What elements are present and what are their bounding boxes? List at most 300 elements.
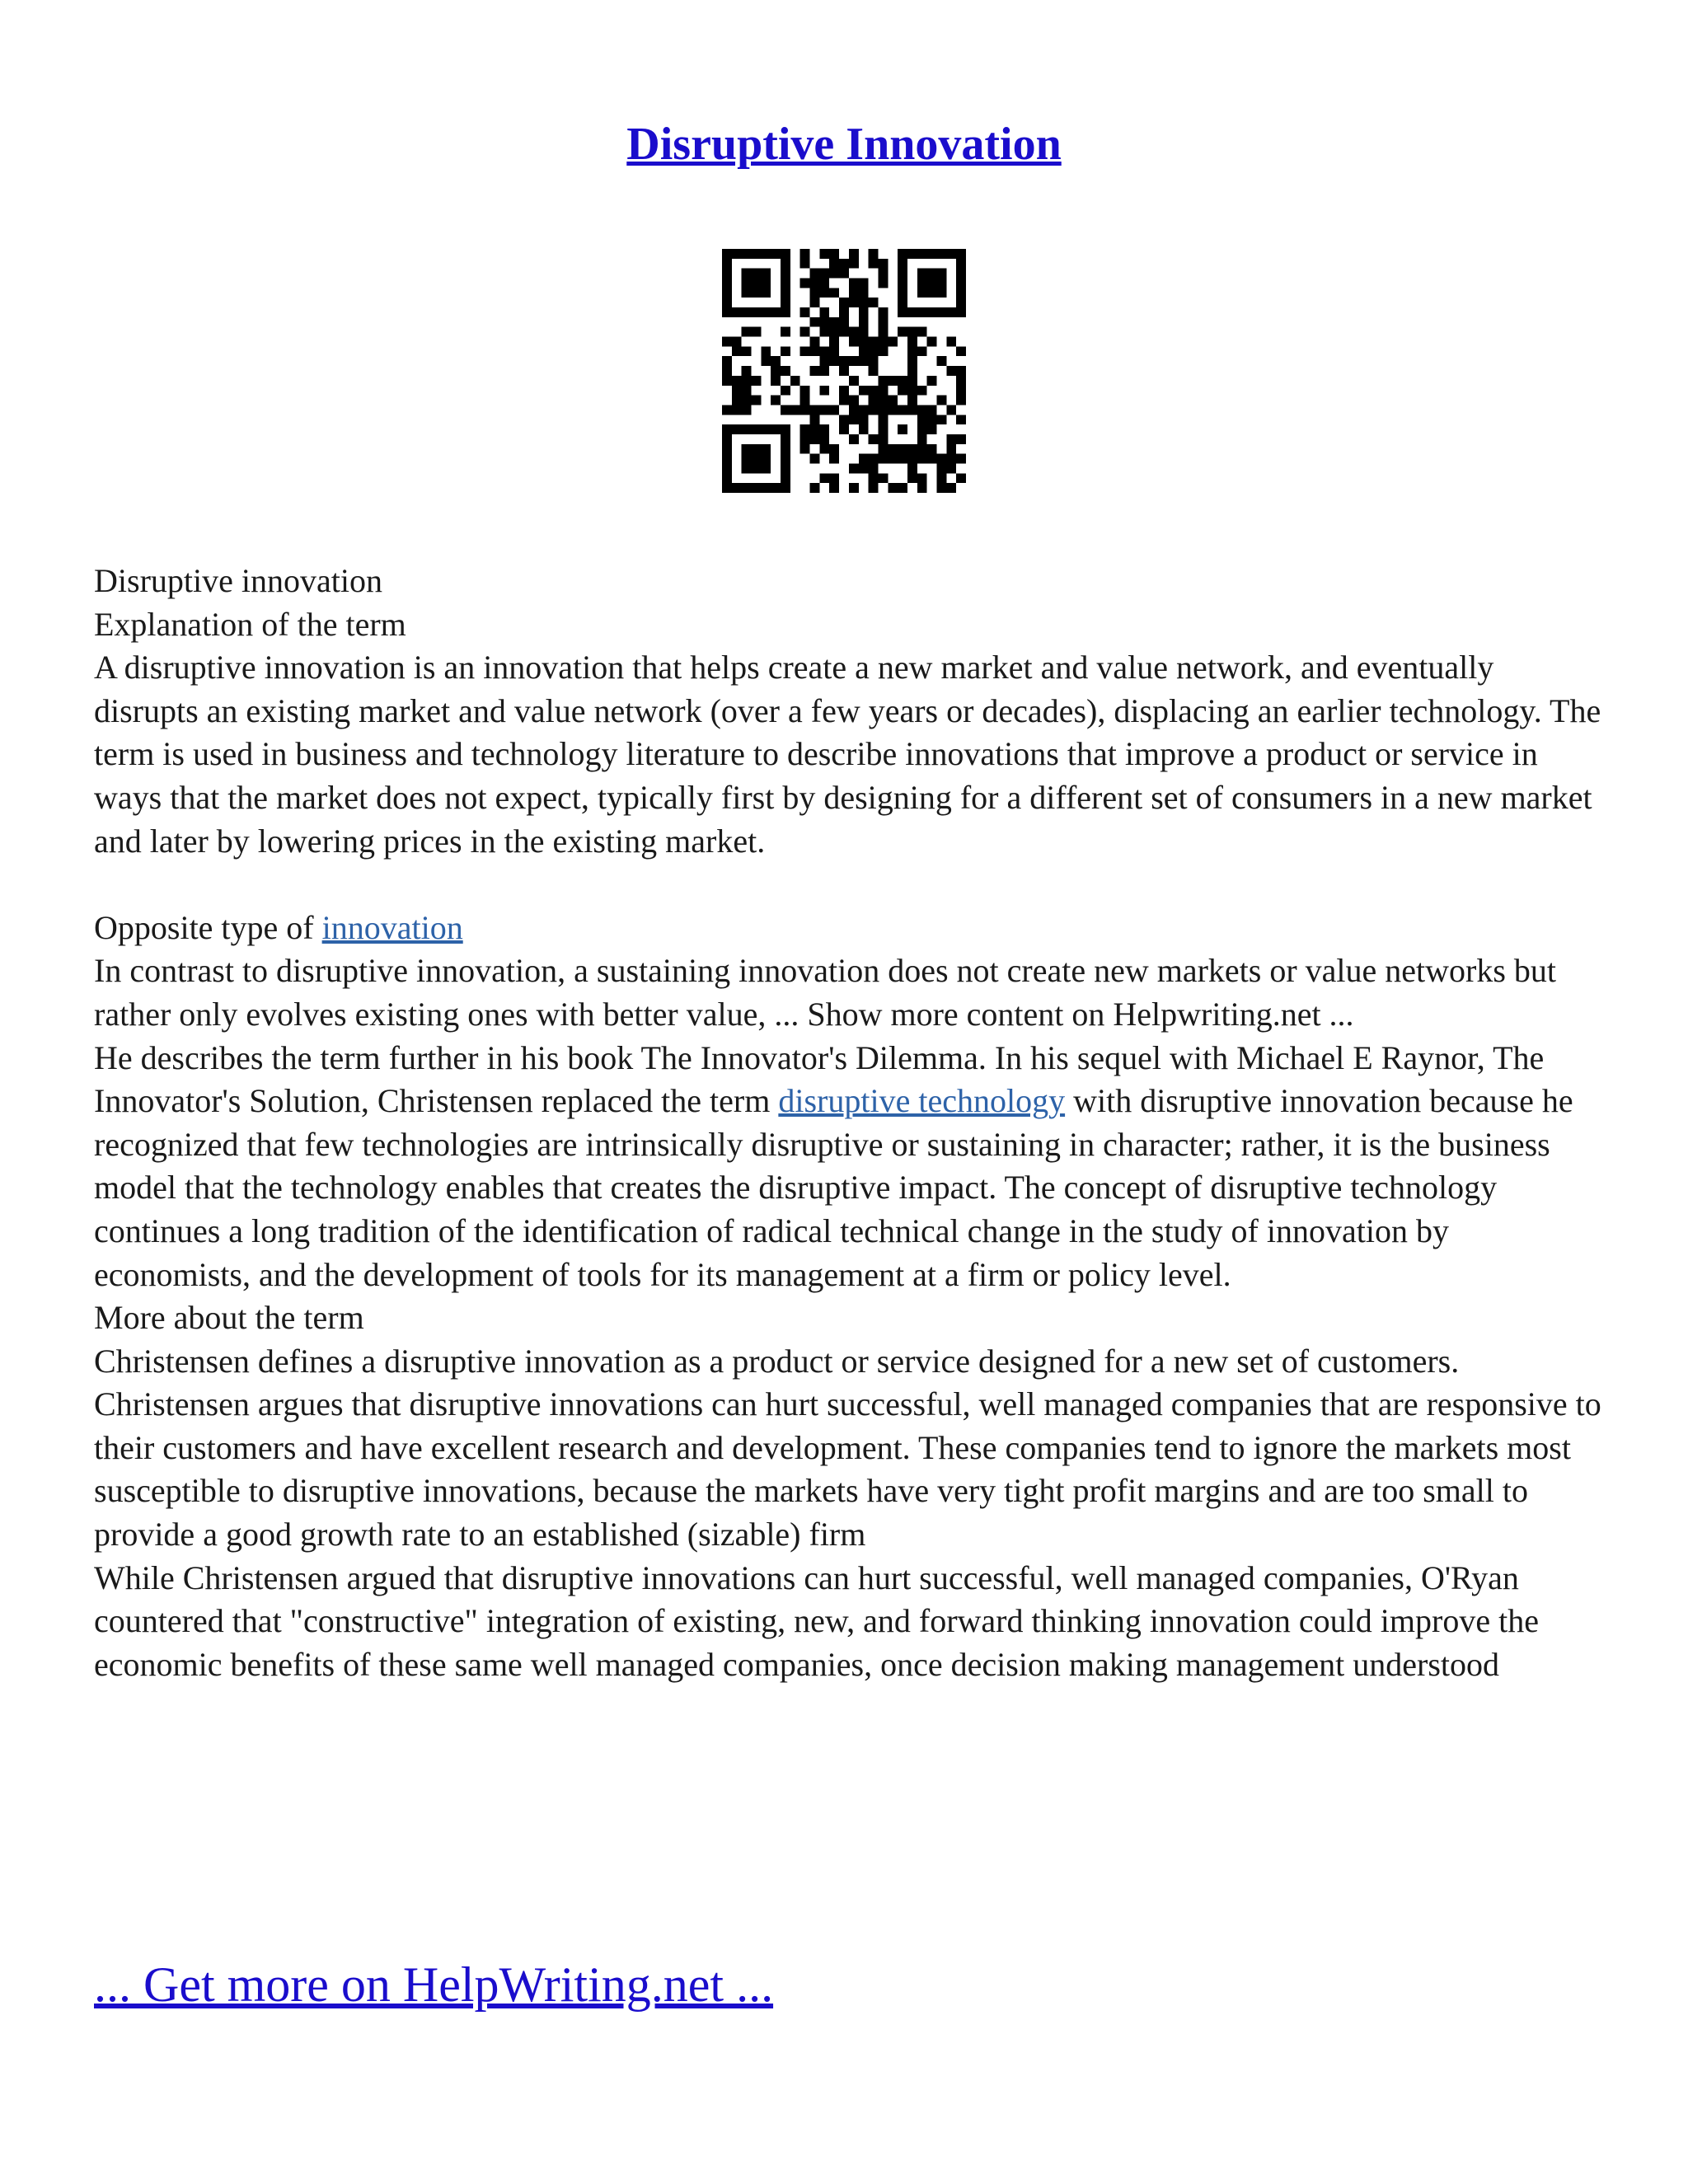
qr-module (742, 463, 752, 473)
qr-module (956, 473, 966, 483)
qr-module (849, 434, 859, 444)
qr-module (839, 317, 849, 327)
qr-module (810, 346, 820, 356)
qr-module (800, 386, 810, 396)
qr-module (742, 269, 752, 279)
qr-module (742, 444, 752, 454)
qr-module (829, 473, 839, 483)
qr-module (781, 249, 790, 259)
qr-module (722, 444, 732, 454)
qr-module (888, 483, 898, 493)
qr-module (810, 415, 820, 424)
qr-module (732, 376, 742, 386)
qr-module (956, 279, 966, 288)
qr-module (898, 269, 907, 279)
qr-module (819, 366, 829, 376)
qr-module (936, 269, 946, 279)
qr-module (849, 259, 859, 269)
qr-module (771, 376, 781, 386)
qr-module (956, 396, 966, 405)
qr-module (761, 444, 771, 454)
qr-module (878, 327, 888, 337)
title-link[interactable]: Disruptive Innovation (626, 119, 1062, 170)
contrast-paragraph: In contrast to disruptive innovation, a sustaining innovation does not create new markets or value networks but rather only evolves existing ones with better value, ... Show more content on Helpwriting.net ... (94, 952, 1557, 1033)
qr-module (829, 249, 839, 259)
opposite-type-line (94, 907, 1602, 950)
qr-module (907, 396, 917, 405)
qr-module (819, 288, 829, 298)
qr-module (869, 366, 879, 376)
qr-module (859, 415, 869, 424)
qr-module (917, 327, 927, 337)
qr-module (771, 396, 781, 405)
qr-module (722, 405, 732, 415)
qr-module (849, 483, 859, 493)
qr-module (878, 415, 888, 424)
qr-module (859, 386, 869, 396)
qr-module (742, 249, 752, 259)
section-subheading: Explanation of the term (94, 605, 406, 643)
qr-module (956, 454, 966, 464)
qr-module (771, 424, 781, 434)
qr-module (819, 346, 829, 356)
qr-module (878, 269, 888, 279)
qr-module (752, 327, 762, 337)
qr-module (829, 405, 839, 415)
innovation-link[interactable]: innovation (321, 908, 463, 946)
qr-module (732, 386, 742, 396)
qr-module (819, 269, 829, 279)
qr-module (898, 279, 907, 288)
qr-module (927, 424, 937, 434)
qr-module (878, 317, 888, 327)
qr-module (898, 307, 907, 317)
qr-module (781, 288, 790, 298)
more-heading: More about the term (94, 1299, 364, 1337)
qr-module (917, 415, 927, 424)
qr-module (956, 288, 966, 298)
qr-module (800, 434, 810, 444)
qr-module (800, 327, 810, 337)
qr-module (810, 317, 820, 327)
qr-module (752, 454, 762, 464)
qr-module (849, 376, 859, 386)
qr-module (810, 279, 820, 288)
qr-module (869, 337, 879, 347)
qr-module (898, 424, 907, 434)
qr-module (781, 307, 790, 317)
qr-module (800, 405, 810, 415)
qr-module (771, 366, 781, 376)
qr-module (742, 346, 752, 356)
qr-module (849, 279, 859, 288)
qr-module (752, 463, 762, 473)
qr-module (849, 463, 859, 473)
qr-module (722, 454, 732, 464)
qr-module (869, 405, 879, 415)
qr-module (829, 483, 839, 493)
qr-module (927, 307, 937, 317)
qr-module (849, 288, 859, 298)
qr-module (722, 356, 732, 366)
qr-module (888, 444, 898, 454)
qr-module (781, 366, 790, 376)
qr-module (878, 376, 888, 386)
qr-module (800, 307, 810, 317)
qr-module (781, 424, 790, 434)
qr-module (752, 444, 762, 454)
qr-module (810, 269, 820, 279)
qr-module (936, 396, 946, 405)
qr-module (742, 307, 752, 317)
qr-module (898, 327, 907, 337)
qr-module (917, 386, 927, 396)
qr-module (742, 327, 752, 337)
qr-module (869, 259, 879, 269)
qr-module (761, 249, 771, 259)
qr-module (829, 454, 839, 464)
qr-module (859, 327, 869, 337)
get-more-link[interactable]: ... Get more on HelpWriting.net ... (94, 1957, 774, 2012)
qr-module (907, 249, 917, 259)
qr-module (917, 444, 927, 454)
qr-module (790, 405, 800, 415)
qr-module (849, 396, 859, 405)
book-text-before: He describes the term further in his book The Innovator's Dilemma. In his sequel with Michael E Raynor, The Innovator's Solution, Christensen replaced the term (94, 1038, 1545, 1120)
qr-module (800, 346, 810, 356)
qr-module (781, 444, 790, 454)
qr-module (917, 346, 927, 356)
qr-module (878, 434, 888, 444)
qr-module (819, 249, 829, 259)
qr-module (917, 279, 927, 288)
qr-module (907, 386, 917, 396)
qr-module (946, 444, 956, 454)
qr-module (810, 298, 820, 307)
qr-module (752, 307, 762, 317)
qr-module (936, 483, 946, 493)
qr-module (927, 288, 937, 298)
qr-module (898, 454, 907, 464)
qr-module (752, 288, 762, 298)
qr-module (829, 327, 839, 337)
qr-module (927, 454, 937, 464)
qr-module (829, 269, 839, 279)
qr-module (927, 405, 937, 415)
qr-module (810, 454, 820, 464)
qr-module (907, 327, 917, 337)
qr-module (742, 396, 752, 405)
qr-module (722, 298, 732, 307)
qr-module (800, 396, 810, 405)
qr-module (810, 288, 820, 298)
qr-module (898, 288, 907, 298)
qr-module (898, 259, 907, 269)
book-text-after: with disruptive innovation because he recognized that few technologies are intrinsically disruptive or sustaining in character; rather, it is the business model that the technology enables that creates the disruptive impact. The concept of disruptive technology continues a long tradition of the identification of radical technical change in the study of innovation by economists, and the development of tools for its management at a firm or policy level. (94, 1082, 1573, 1293)
qr-module (800, 444, 810, 454)
qr-module (761, 346, 771, 356)
qr-module (907, 444, 917, 454)
qr-module (819, 356, 829, 366)
qr-module (849, 405, 859, 415)
qr-module (859, 405, 869, 415)
qr-module (878, 454, 888, 464)
qr-module (888, 376, 898, 386)
qr-module (742, 376, 752, 386)
qr-module (722, 483, 732, 493)
qr-module (917, 473, 927, 483)
qr-module (927, 337, 937, 347)
qr-module (722, 366, 732, 376)
qr-module (732, 307, 742, 317)
qr-module (878, 386, 888, 396)
qr-module (869, 249, 879, 259)
qr-module (946, 337, 956, 347)
qr-module (732, 337, 742, 347)
qr-module (810, 366, 820, 376)
qr-module (927, 444, 937, 454)
qr-module (936, 356, 946, 366)
qr-module (732, 249, 742, 259)
qr-module (936, 288, 946, 298)
qr-module (878, 405, 888, 415)
qr-module (810, 434, 820, 444)
qr-module (878, 279, 888, 288)
qr-module (771, 307, 781, 317)
qr-module (946, 366, 956, 376)
qr-module (859, 337, 869, 347)
qr-module (752, 396, 762, 405)
qr-module (917, 405, 927, 415)
qr-module (907, 337, 917, 347)
qr-module (752, 483, 762, 493)
qr-module (761, 483, 771, 493)
qr-module (722, 376, 732, 386)
qr-module (819, 405, 829, 415)
qr-module (907, 463, 917, 473)
qr-module (956, 298, 966, 307)
qr-module (829, 346, 839, 356)
qr-module (819, 317, 829, 327)
qr-module (936, 454, 946, 464)
qr-module (781, 327, 790, 337)
qr-module (936, 279, 946, 288)
qr-module (917, 288, 927, 298)
qr-module (878, 307, 888, 317)
qr-module (936, 473, 946, 483)
qr-module (869, 346, 879, 356)
qr-module (819, 444, 829, 454)
paragraph-gap (94, 863, 1602, 907)
oryan-paragraph: While Christensen argued that disruptive innovations can hurt successful, well managed companies, O'Ryan countered that "constructive" integration of existing, new, and forward thinking innovation could improve the economic benefits of these same well managed companies, once decision making management understood (94, 1558, 1539, 1683)
qr-module (956, 386, 966, 396)
qr-module (907, 307, 917, 317)
qr-module (829, 337, 839, 347)
qr-module (781, 405, 790, 415)
qr-module (732, 405, 742, 415)
qr-module (819, 424, 829, 434)
qr-module (819, 473, 829, 483)
qr-module (849, 356, 859, 366)
qr-module (917, 249, 927, 259)
qr-module (829, 317, 839, 327)
qr-module (859, 307, 869, 317)
qr-module (907, 405, 917, 415)
qr-module (742, 454, 752, 464)
qr-module (859, 463, 869, 473)
intro-paragraph: A disruptive innovation is an innovation that helps create a new market and value network, and eventually disrupts an existing market and value network (over a few years or decades), displacing an earlier technology. The term is used in business and technology literature to describe innovations that improve a product or service in ways that the market does not expect, typically first by designing for a different set of consumers in a new market and later by lowering prices in the existing market. (94, 649, 1601, 860)
qr-module (761, 288, 771, 298)
qr-module (781, 483, 790, 493)
qr-module (829, 356, 839, 366)
book-paragraph (94, 1037, 1602, 1297)
qr-module (927, 415, 937, 424)
qr-module (810, 405, 820, 415)
qr-module (869, 356, 879, 366)
qr-module (956, 376, 966, 386)
qr-module (956, 307, 966, 317)
qr-module (859, 317, 869, 327)
qr-module (956, 249, 966, 259)
qr-module (936, 463, 946, 473)
qr-module (927, 279, 937, 288)
qr-module (829, 444, 839, 454)
qr-module (849, 298, 859, 307)
qr-module (819, 307, 829, 317)
qr-module (859, 288, 869, 298)
qr-module (752, 424, 762, 434)
qr-module (722, 463, 732, 473)
qr-module (878, 259, 888, 269)
qr-module (917, 483, 927, 493)
qr-module (956, 346, 966, 356)
qr-module (907, 356, 917, 366)
qr-module (722, 269, 732, 279)
page-title (0, 115, 1688, 173)
qr-module (839, 424, 849, 434)
qr-module (722, 424, 732, 434)
qr-module (869, 473, 879, 483)
qr-module (810, 424, 820, 434)
qr-module (917, 269, 927, 279)
qr-module (742, 483, 752, 493)
qr-module (781, 473, 790, 483)
qr-module (771, 249, 781, 259)
qr-module (898, 483, 907, 493)
qr-module (878, 337, 888, 347)
qr-module (752, 279, 762, 288)
qr-module (839, 327, 849, 337)
qr-module (946, 483, 956, 493)
qr-module (722, 249, 732, 259)
qr-module (781, 463, 790, 473)
qr-module (849, 249, 859, 259)
opposite-type-text: Opposite type of (94, 908, 322, 946)
qr-module (878, 346, 888, 356)
qr-module (771, 356, 781, 366)
qr-module (917, 454, 927, 464)
qr-module (742, 405, 752, 415)
qr-module (781, 346, 790, 356)
qr-module (936, 249, 946, 259)
qr-module (781, 454, 790, 464)
qr-module (946, 307, 956, 317)
qr-module (917, 307, 927, 317)
argues-paragraph: Christensen argues that disruptive innovations can hurt successful, well managed companies that are responsive to their customers and have excellent research and development. These companies tend to ignore the markets most susceptible to disruptive innovations, because the markets have very tight profit margins and are too small to provide a good growth rate to an established (sizable) firm (94, 1385, 1601, 1554)
qr-module (819, 279, 829, 288)
qr-module (722, 259, 732, 269)
get-more-line (94, 1955, 773, 2014)
qr-module (839, 366, 849, 376)
qr-module (946, 463, 956, 473)
qr-module (810, 483, 820, 493)
qr-module (917, 424, 927, 434)
qr-module (878, 424, 888, 434)
qr-module (761, 454, 771, 464)
qr-module (869, 386, 879, 396)
qr-module (927, 269, 937, 279)
qr-module (956, 269, 966, 279)
qr-module (869, 298, 879, 307)
qr-module (946, 454, 956, 464)
qr-module (946, 434, 956, 444)
qr-module (800, 424, 810, 434)
qr-module (927, 249, 937, 259)
qr-module (859, 356, 869, 366)
qr-module (781, 269, 790, 279)
qr-module (800, 249, 810, 259)
qr-module (810, 337, 820, 347)
qr-module (839, 356, 849, 366)
article-body (94, 560, 1602, 1686)
qr-module (800, 279, 810, 288)
qr-module (898, 298, 907, 307)
qr-module (907, 366, 917, 376)
qr-module (742, 366, 752, 376)
qr-module (761, 279, 771, 288)
qr-module (781, 259, 790, 269)
disruptive-technology-link[interactable]: disruptive technology (778, 1082, 1066, 1120)
qr-module (898, 405, 907, 415)
qr-module (839, 307, 849, 317)
qr-module (829, 259, 839, 269)
qr-module (819, 327, 829, 337)
qr-module (849, 327, 859, 337)
qr-module (732, 396, 742, 405)
qr-module (936, 415, 946, 424)
qr-module (839, 415, 849, 424)
qr-module (907, 346, 917, 356)
qr-module (859, 279, 869, 288)
qr-module (839, 386, 849, 396)
qr-module (732, 483, 742, 493)
qr-module (752, 269, 762, 279)
qr-module (907, 376, 917, 386)
qr-module (946, 405, 956, 415)
qr-module (742, 424, 752, 434)
qr-module (790, 376, 800, 386)
qr-module (761, 424, 771, 434)
qr-module (781, 434, 790, 444)
qr-module (781, 279, 790, 288)
qr-module (869, 483, 879, 493)
qr-module (849, 415, 859, 424)
qr-module (819, 434, 829, 444)
qr-module (742, 279, 752, 288)
qr-module (761, 463, 771, 473)
qr-module (742, 288, 752, 298)
qr-module (839, 269, 849, 279)
